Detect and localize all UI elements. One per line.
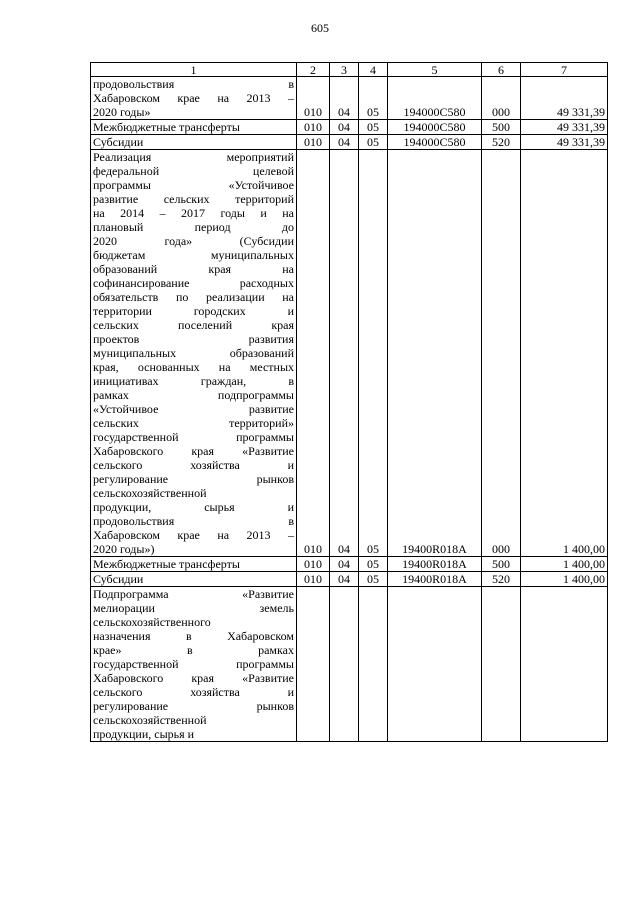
subsection-code-cell bbox=[359, 587, 388, 742]
row-name-line: государственной программы bbox=[93, 657, 294, 671]
target-article-cell: 194000С580 bbox=[388, 135, 482, 150]
row-name-line: федеральной целевой bbox=[93, 164, 294, 178]
row-name-line: Субсидии bbox=[93, 572, 144, 586]
header-row bbox=[91, 63, 608, 77]
expense-type-cell: 000 bbox=[482, 150, 521, 557]
table-row bbox=[91, 150, 608, 557]
row-name-line: 2020 годы») bbox=[93, 542, 155, 556]
row-name-line: Межбюджетные трансферты bbox=[93, 120, 240, 134]
row-name-line: Хабаровского края «Развитие bbox=[93, 444, 294, 458]
header-cell-7: 7 bbox=[521, 63, 608, 77]
amount-cell bbox=[521, 587, 608, 742]
row-name-line: крае» в рамках bbox=[93, 643, 294, 657]
row-name-line: 2020 годы» bbox=[93, 105, 151, 119]
target-article-cell bbox=[388, 587, 482, 742]
table-row bbox=[91, 587, 608, 742]
header-cell-1: 1 bbox=[91, 63, 297, 77]
amount-cell: 1 400,00 bbox=[521, 572, 608, 587]
expense-type-cell: 500 bbox=[482, 120, 521, 135]
ministry-code-cell: 010 bbox=[297, 120, 330, 135]
row-name-line: 2020 года» (Субсидии bbox=[93, 234, 294, 248]
row-name-line: Межбюджетные трансферты bbox=[93, 557, 240, 571]
expense-type-cell: 500 bbox=[482, 557, 521, 572]
ministry-code-cell bbox=[297, 587, 330, 742]
row-name-cell bbox=[91, 557, 297, 572]
target-article-cell: 194000С580 bbox=[388, 77, 482, 120]
table-row bbox=[91, 572, 608, 587]
ministry-code-cell: 010 bbox=[297, 77, 330, 120]
expense-type-cell bbox=[482, 587, 521, 742]
row-name-cell bbox=[91, 572, 297, 587]
subsection-code-cell: 05 bbox=[359, 572, 388, 587]
row-name-cell bbox=[91, 150, 297, 557]
section-code-cell: 04 bbox=[330, 572, 359, 587]
table-row bbox=[91, 120, 608, 135]
row-name-cell bbox=[91, 120, 297, 135]
section-code-cell: 04 bbox=[330, 150, 359, 557]
row-name-line: сельских поселений края bbox=[93, 318, 294, 332]
row-name-line: назначения в Хабаровском bbox=[93, 629, 294, 643]
row-name-line: Хабаровском крае на 2013 – bbox=[93, 91, 294, 105]
row-name-line: Хабаровском крае на 2013 – bbox=[93, 528, 294, 542]
target-article-cell: 19400R018A bbox=[388, 572, 482, 587]
header-cell-3: 3 bbox=[330, 63, 359, 77]
row-name-line: территории городских и bbox=[93, 304, 294, 318]
row-name-line: обязательств по реализации на bbox=[93, 290, 294, 304]
subsection-code-cell: 05 bbox=[359, 77, 388, 120]
section-code-cell bbox=[330, 587, 359, 742]
header-cell-5: 5 bbox=[388, 63, 482, 77]
amount-cell: 1 400,00 bbox=[521, 557, 608, 572]
section-code-cell: 04 bbox=[330, 135, 359, 150]
ministry-code-cell: 010 bbox=[297, 150, 330, 557]
expense-type-cell: 000 bbox=[482, 77, 521, 120]
header-cell-2: 2 bbox=[297, 63, 330, 77]
expense-type-cell: 520 bbox=[482, 572, 521, 587]
subsection-code-cell: 05 bbox=[359, 150, 388, 557]
subsection-code-cell: 05 bbox=[359, 120, 388, 135]
row-name-line: сельского хозяйства и bbox=[93, 458, 294, 472]
row-name-line: софинансирование расходных bbox=[93, 276, 294, 290]
row-name-line: плановый период до bbox=[93, 220, 294, 234]
row-name-line: муниципальных образований bbox=[93, 346, 294, 360]
subsection-code-cell: 05 bbox=[359, 135, 388, 150]
row-name-line: образований края на bbox=[93, 262, 294, 276]
target-article-cell: 194000С580 bbox=[388, 120, 482, 135]
ministry-code-cell: 010 bbox=[297, 135, 330, 150]
row-name-line: программы «Устойчивое bbox=[93, 178, 294, 192]
row-name-line: мелиорации земель bbox=[93, 601, 294, 615]
row-name-cell bbox=[91, 587, 297, 742]
section-code-cell: 04 bbox=[330, 557, 359, 572]
target-article-cell: 19400R018A bbox=[388, 557, 482, 572]
table-row bbox=[91, 135, 608, 150]
amount-cell: 49 331,39 bbox=[521, 120, 608, 135]
ministry-code-cell: 010 bbox=[297, 572, 330, 587]
target-article-cell: 19400R018A bbox=[388, 150, 482, 557]
row-name-line: сельскохозяйственной bbox=[93, 486, 207, 500]
row-name-cell bbox=[91, 77, 297, 120]
section-code-cell: 04 bbox=[330, 77, 359, 120]
row-name-line: бюджетам муниципальных bbox=[93, 248, 294, 262]
amount-cell: 1 400,00 bbox=[521, 150, 608, 557]
amount-cell: 49 331,39 bbox=[521, 77, 608, 120]
row-name-line: продовольствия в bbox=[93, 514, 294, 528]
page-number: 605 bbox=[311, 21, 329, 35]
row-name-line: регулирование рынков bbox=[93, 699, 294, 713]
expense-type-cell: 520 bbox=[482, 135, 521, 150]
row-name-cell bbox=[91, 135, 297, 150]
row-name-line: инициативах граждан, в bbox=[93, 374, 294, 388]
row-name-line: сельскохозяйственного bbox=[93, 615, 211, 629]
budget-table bbox=[90, 62, 608, 742]
table-row bbox=[91, 557, 608, 572]
row-name-line: продукции, сырья и bbox=[93, 500, 294, 514]
row-name-line: сельскохозяйственной bbox=[93, 713, 207, 727]
row-name-line: Подпрограмма «Развитие bbox=[93, 587, 294, 601]
row-name-line: рамках подпрограммы bbox=[93, 388, 294, 402]
table-row bbox=[91, 77, 608, 120]
row-name-line: развитие сельских территорий bbox=[93, 192, 294, 206]
row-name-line: регулирование рынков bbox=[93, 472, 294, 486]
row-name-line: Хабаровского края «Развитие bbox=[93, 671, 294, 685]
row-name-line: «Устойчивое развитие bbox=[93, 402, 294, 416]
row-name-line: государственной программы bbox=[93, 430, 294, 444]
row-name-line: Реализация мероприятий bbox=[93, 150, 294, 164]
row-name-line: продовольствия в bbox=[93, 77, 294, 91]
row-name-line: края, основанных на местных bbox=[93, 360, 294, 374]
row-name-line: сельских территорий» bbox=[93, 416, 294, 430]
row-name-line: сельского хозяйства и bbox=[93, 685, 294, 699]
header-cell-4: 4 bbox=[359, 63, 388, 77]
amount-cell: 49 331,39 bbox=[521, 135, 608, 150]
row-name-line: на 2014 – 2017 годы и на bbox=[93, 206, 294, 220]
header-cell-6: 6 bbox=[482, 63, 521, 77]
subsection-code-cell: 05 bbox=[359, 557, 388, 572]
row-name-line: продукции, сырья и bbox=[93, 727, 195, 741]
table-body bbox=[91, 77, 608, 742]
row-name-line: проектов развития bbox=[93, 332, 294, 346]
row-name-line: Субсидии bbox=[93, 135, 144, 149]
ministry-code-cell: 010 bbox=[297, 557, 330, 572]
section-code-cell: 04 bbox=[330, 120, 359, 135]
